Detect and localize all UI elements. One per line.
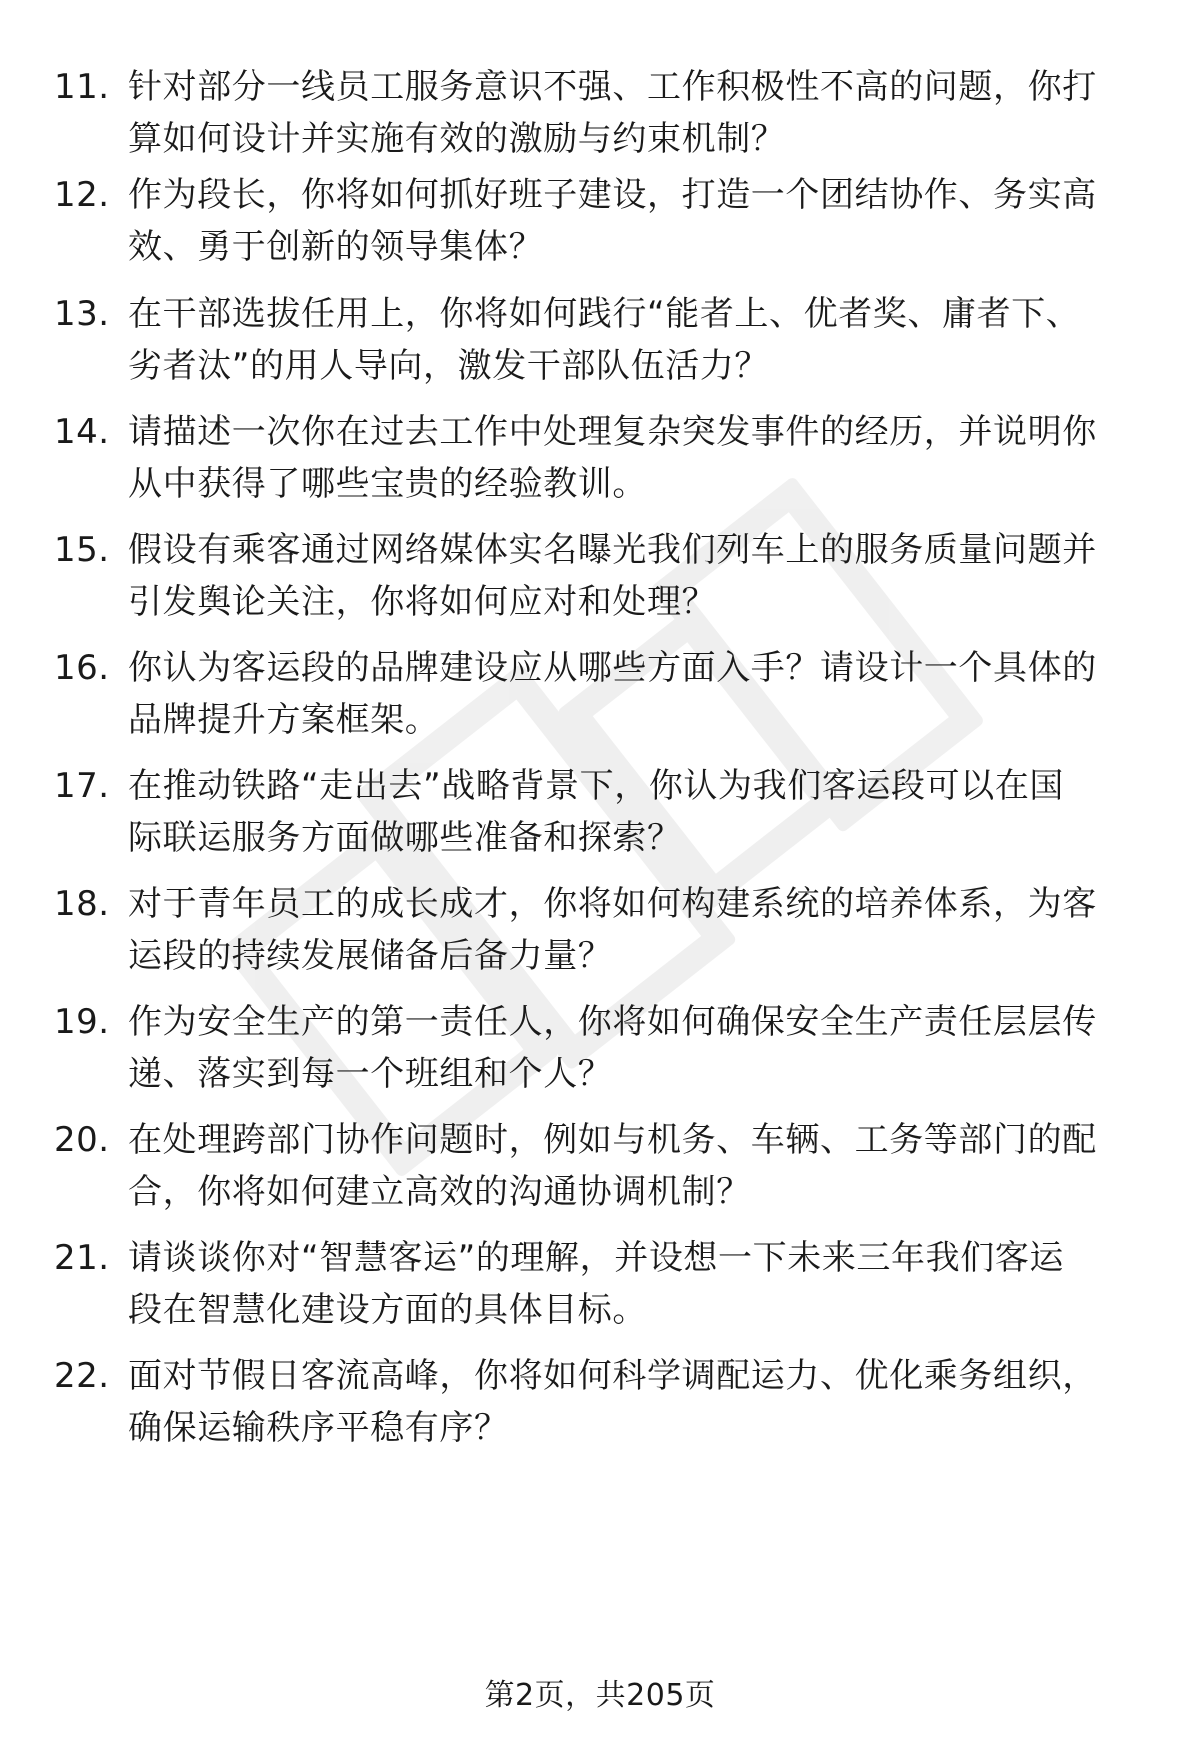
question-number: 20. xyxy=(54,1120,110,1160)
question-text-line: 在处理跨部门协作问题时，例如与机务、车辆、工务等部门的配 xyxy=(128,1120,1097,1160)
question-text-line: 运段的持续发展储备后备力量？ xyxy=(128,936,613,976)
question-text-line: 在推动铁路“走出去”战略背景下，你认为我们客运段可以在国 xyxy=(128,766,1065,806)
question-number: 17. xyxy=(54,766,110,806)
question-text-line: 劣者汰”的用人导向，激发干部队伍活力？ xyxy=(128,346,770,386)
question-text-line: 合，你将如何建立高效的沟通协调机制？ xyxy=(128,1172,751,1212)
question-number: 11. xyxy=(54,67,110,107)
question-text-line: 你认为客运段的品牌建设应从哪些方面入手？请设计一个具体的 xyxy=(128,648,1097,688)
question-text-line: 作为段长，你将如何抓好班子建设，打造一个团结协作、务实高 xyxy=(128,175,1097,215)
question-number: 15. xyxy=(54,530,110,570)
question-text-line: 请谈谈你对“智慧客运”的理解，并设想一下未来三年我们客运 xyxy=(128,1238,1065,1278)
question-text-line: 段在智慧化建设方面的具体目标。 xyxy=(128,1290,647,1330)
question-text-line: 品牌提升方案框架。 xyxy=(128,700,440,740)
question-text-line: 引发舆论关注，你将如何应对和处理？ xyxy=(128,582,717,622)
question-number: 18. xyxy=(54,884,110,924)
question-text-line: 确保运输秩序平稳有序？ xyxy=(128,1408,509,1448)
question-number: 13. xyxy=(54,294,110,334)
question-number: 14. xyxy=(54,412,110,452)
question-text-line: 作为安全生产的第一责任人，你将如何确保安全生产责任层层传 xyxy=(128,1002,1097,1042)
question-number: 12. xyxy=(54,175,110,215)
question-text-line: 请描述一次你在过去工作中处理复杂突发事件的经历，并说明你 xyxy=(128,412,1097,452)
question-number: 22. xyxy=(54,1356,110,1396)
question-text-line: 在干部选拔任用上，你将如何践行“能者上、优者奖、庸者下、 xyxy=(128,294,1081,334)
question-text-line: 算如何设计并实施有效的激励与约束机制？ xyxy=(128,119,786,159)
question-text-line: 从中获得了哪些宝贵的经验教训。 xyxy=(128,464,647,504)
question-text-line: 对于青年员工的成长成才，你将如何构建系统的培养体系，为客 xyxy=(128,884,1097,924)
question-text-line: 递、落实到每一个班组和个人？ xyxy=(128,1054,613,1094)
question-text-line: 假设有乘客通过网络媒体实名曝光我们列车上的服务质量问题并 xyxy=(128,530,1097,570)
question-number: 21. xyxy=(54,1238,110,1278)
question-text-line: 面对节假日客流高峰，你将如何科学调配运力、优化乘务组织， xyxy=(128,1356,1097,1396)
page-number-footer: 第2页，共205页 xyxy=(484,1678,716,1713)
question-text-line: 际联运服务方面做哪些准备和探索？ xyxy=(128,818,682,858)
question-text-line: 效、勇于创新的领导集体？ xyxy=(128,227,544,267)
question-number: 19. xyxy=(54,1002,110,1042)
question-text-line: 针对部分一线员工服务意识不强、工作积极性不高的问题，你打 xyxy=(128,67,1097,107)
question-number: 16. xyxy=(54,648,110,688)
